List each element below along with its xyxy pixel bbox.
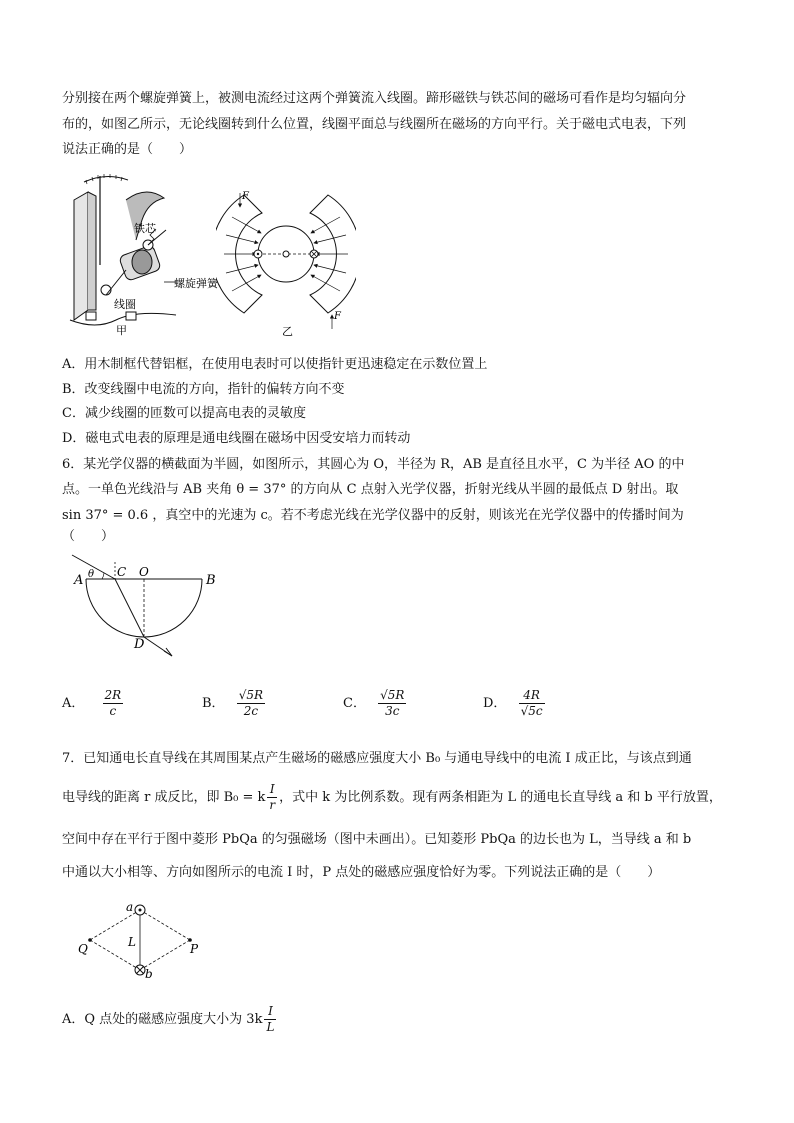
- q7-stem-line-2-before: 电导线的距离 r 成反比，即 B₀ = k: [62, 790, 266, 805]
- q6-stem-line-2: 点。一单色光线沿与 AB 夹角 θ = 37° 的方向从 C 点射入光学仪器，折射光线从半圆的最低点 D 射出。取: [62, 482, 679, 497]
- label-theta: θ: [88, 569, 95, 580]
- label-B: B: [206, 573, 216, 588]
- label-L: L: [128, 935, 136, 949]
- label-A: A: [74, 573, 84, 588]
- q6-option-d-letter: D．: [483, 696, 507, 711]
- q6-option-a-letter: A．: [62, 696, 85, 711]
- rhombus-wires-figure: [74, 898, 214, 984]
- q7-stem-line-3: 空间中存在平行于图中菱形 PbQa 的匀强磁场（图中未画出）。已知菱形 PbQa 的边长也为 L，当导线 a 和 b: [62, 832, 692, 847]
- q5-stem-line-2: 布的，如图乙所示，无论线圈转到什么位置，线圈平面总与线圈所在磁场的方向平行。关于磁电式电表，下列: [62, 117, 687, 132]
- q5-option-a: A．用木制框代替铝框，在使用电表时可以使指针更迅速稳定在示数位置上: [62, 357, 488, 372]
- q7-option-a-den: L: [266, 1020, 275, 1034]
- q7-stem-line-4: 中通以大小相等、方向如图所示的电流 I 时，P 点处的磁感应强度恰好为零。下列说法正确的是（ ）: [62, 865, 661, 880]
- label-D: D: [134, 637, 145, 652]
- label-F-bottom: F: [334, 311, 341, 322]
- label-a: a: [126, 900, 134, 914]
- label-spring: 螺旋弹簧: [174, 277, 218, 290]
- q6-option-b-den: 2c: [243, 704, 259, 718]
- label-b: b: [145, 967, 153, 981]
- q5-option-b: B．改变线圈中电流的方向，指针的偏转方向不变: [62, 382, 345, 397]
- label-yi: 乙: [282, 325, 293, 337]
- q6-option-d: [483, 688, 545, 719]
- q7-option-a: [62, 1004, 276, 1035]
- q6-option-c-letter: C．: [343, 696, 366, 711]
- label-core: 铁芯: [134, 222, 156, 235]
- q6-option-d-num: 4R: [519, 688, 545, 704]
- q6-option-c-den: 3c: [385, 704, 400, 718]
- q6-option-c: [343, 688, 406, 719]
- q6-option-d-den: √5c: [520, 704, 543, 718]
- q7-formula-den: r: [269, 798, 276, 812]
- q6-option-b: [202, 688, 265, 719]
- label-Q: Q: [78, 942, 88, 956]
- q6-option-c-num: √5R: [380, 688, 405, 702]
- label-O: O: [139, 565, 149, 579]
- q5-stem-line-1: 分别接在两个螺旋弹簧上，被测电流经过这两个弹簧流入线圈。蹄形磁铁与铁芯间的磁场可看作是均匀辐向分: [62, 91, 687, 106]
- label-F-top: F: [242, 191, 249, 202]
- q7-stem-line-1: 7．已知通电长直导线在其周围某点产生磁场的磁感应强度大小 B₀ 与通电导线中的电流 I 成正比，与该点到通: [62, 751, 692, 766]
- q5-stem-line-3: 说法正确的是（ ）: [62, 142, 193, 157]
- label-coil: 线圈: [114, 298, 136, 311]
- label-P: P: [190, 942, 199, 956]
- q6-option-a-den: c: [109, 704, 117, 718]
- semicircle-optics-figure: [64, 550, 224, 660]
- q6-option-b-letter: B．: [202, 696, 225, 711]
- q6-option-a: [62, 688, 123, 719]
- q7-stem-line-2: [62, 782, 722, 813]
- q7-option-a-num: I: [264, 1004, 276, 1020]
- galvanometer-figure-jia: [66, 170, 226, 340]
- label-jia: 甲: [116, 324, 127, 337]
- q5-option-c: C．减少线圈的匝数可以提高电表的灵敏度: [62, 406, 306, 421]
- q6-option-a-num: 2R: [104, 688, 122, 702]
- q7-option-a-prefix: A．Q 点处的磁感应强度大小为 3k: [62, 1012, 263, 1027]
- q6-stem-line-3: sin 37° = 0.6 ，真空中的光速为 c。若不考虑光线在光学仪器中的反射，则该光在光学仪器中的传播时间为: [62, 508, 684, 523]
- q5-option-d: D．磁电式电表的原理是通电线圈在磁场中因受安培力而转动: [62, 431, 411, 446]
- q6-option-b-num: √5R: [238, 688, 264, 702]
- label-C: C: [117, 565, 127, 579]
- q6-stem-line-4: （ ）: [62, 529, 115, 544]
- q6-stem-line-1: 6．某光学仪器的横截面为半圆，如图所示，其圆心为 O，半径为 R，AB 是直径且水平，C 为半径 AO 的中: [62, 457, 685, 472]
- q7-stem-line-2-after: ，式中 k 为比例系数。现有两条相距为 L 的通电长直导线 a 和 b 平行放置，: [279, 790, 722, 805]
- q7-formula-num: I: [267, 782, 277, 798]
- radial-field-figure-yi: [216, 185, 356, 337]
